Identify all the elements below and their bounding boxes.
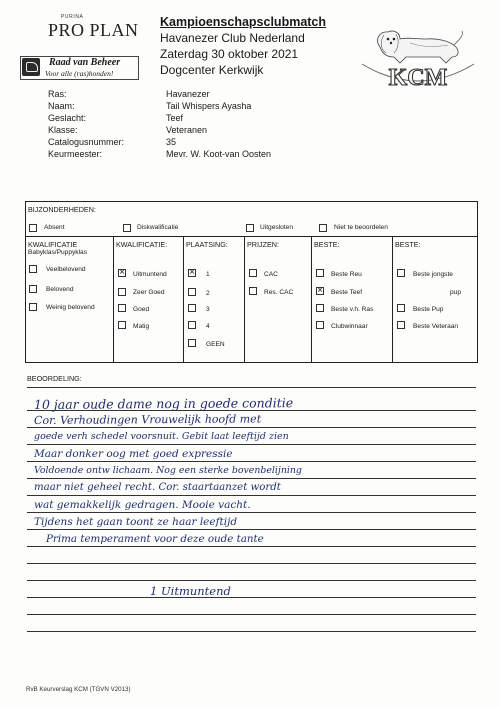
ruled-line [27, 461, 476, 462]
handwritten-line-1: 10 jaar oude dame nog in goede conditie [33, 395, 294, 412]
plaatsing-1-label: 1 [206, 271, 210, 278]
ruled-line [27, 631, 476, 632]
zeer-goed-checkbox[interactable] [118, 288, 126, 296]
purina-wordmark: PURINA [61, 14, 84, 20]
beoordeling-heading: BEOORDELING: [27, 374, 82, 383]
bijzonderheden-heading: BIJZONDERHEDEN: [28, 205, 96, 214]
plaatsing-3-label: 3 [206, 306, 210, 313]
matig-checkbox[interactable] [118, 321, 126, 329]
kwalificatie-heading: KWALIFICATIE: [116, 240, 168, 249]
goed-label: Goed [133, 306, 150, 313]
ruled-line [27, 444, 476, 445]
diskwalificatie-label: Diskwalificatie [137, 224, 179, 231]
diskwalificatie-checkbox[interactable] [123, 224, 131, 232]
field-label-naam: Naam: [48, 101, 75, 111]
belovend-checkbox[interactable] [29, 285, 37, 293]
res-cac-checkbox[interactable] [249, 287, 257, 295]
plaatsing-heading: PLAATSING: [186, 240, 228, 249]
field-value-catalogusnummer: 35 [166, 137, 177, 147]
form-divider [25, 236, 478, 237]
handwritten-line-3: goede verh schedel voorsnuit. Gebit laat leeftijd zien [34, 431, 289, 442]
uitmuntend-checkbox[interactable] [118, 269, 126, 277]
clubwinnaar-label: Clubwinnaar [331, 323, 368, 330]
ruled-line [27, 427, 476, 428]
ruled-line [27, 546, 476, 547]
event-date: Zaterdag 30 oktober 2021 [160, 47, 299, 61]
field-label-klasse: Klasse: [48, 125, 78, 135]
form-column-divider [113, 236, 114, 362]
handwritten-line-2: Cor. Verhoudingen Vrouwelijk hoofd met [33, 412, 262, 427]
plaatsing-4-label: 4 [206, 323, 210, 330]
absent-checkbox[interactable] [29, 224, 37, 232]
form-column-divider [183, 236, 184, 362]
proplan-logo: PRO PLAN [48, 20, 139, 40]
rvb-logo-title: Raad van Beheer [49, 57, 121, 68]
beste-2-heading: BESTE: [395, 240, 421, 249]
plaatsing-2-checkbox[interactable] [188, 288, 196, 296]
beste-reu-label: Beste Reu [331, 271, 362, 278]
weinig-belovend-label: Weinig belovend [46, 304, 95, 311]
uitmuntend-label: Uitmuntend [133, 271, 167, 278]
weinig-belovend-checkbox[interactable] [29, 303, 37, 311]
res-cac-label: Res. CAC [264, 289, 294, 296]
beste-reu-checkbox[interactable] [316, 269, 324, 277]
field-label-ras: Ras: [48, 89, 67, 99]
page-title: Kampioenschapsclubmatch [160, 15, 327, 29]
uitgesloten-checkbox[interactable] [246, 224, 254, 232]
clubwinnaar-checkbox[interactable] [316, 321, 324, 329]
niet-te-beoordelen-checkbox[interactable] [319, 224, 327, 232]
beste-teef-label: Beste Teef [331, 289, 363, 296]
cac-checkbox[interactable] [249, 269, 257, 277]
field-value-ras: Havanezer [166, 89, 210, 99]
field-value-naam: Tail Whispers Ayasha [166, 101, 252, 111]
field-value-geslacht: Teef [166, 113, 184, 123]
ruled-line [27, 495, 476, 496]
veelbelovend-checkbox[interactable] [29, 265, 37, 273]
kwalificatie-baby-subheading: Babyklas/Puppyklas [28, 249, 88, 256]
field-label-geslacht: Geslacht: [48, 113, 87, 123]
veelbelovend-label: Veelbelovend [46, 266, 86, 273]
beste-pup-checkbox[interactable] [397, 304, 405, 312]
form-column-divider [392, 236, 393, 362]
cac-label: CAC [264, 271, 278, 278]
ruled-line [27, 387, 476, 388]
handwritten-line-7: wat gemakkelijk gedragen. Mooie vacht. [34, 499, 251, 511]
form-column-divider [244, 236, 245, 362]
rvb-emblem-icon [22, 58, 40, 76]
kcm-logo [358, 58, 478, 90]
beste-jongste-pup-label: pup [450, 289, 462, 296]
beste-pup-label: Beste Pup [413, 306, 444, 313]
ruled-line [27, 512, 476, 513]
belovend-label: Belovend [46, 286, 74, 293]
ruled-line [27, 478, 476, 479]
field-value-keurmeester: Mevr. W. Koot-van Oosten [166, 149, 272, 159]
form-footer-code: RvB Keurverslag KCM (TGVN V2013) [26, 686, 131, 693]
field-value-klasse: Veteranen [166, 125, 208, 135]
beste-veteraan-label: Beste Veteraan [413, 323, 459, 330]
field-label-keurmeester: Keurmeester: [48, 149, 103, 159]
beste-jongste-pup-checkbox[interactable] [397, 269, 405, 277]
goed-checkbox[interactable] [118, 304, 126, 312]
rvb-logo-subtitle: Voor alle (ras)honden! [45, 69, 114, 78]
handwritten-line-9: Prima temperament voor deze oude tante [46, 533, 264, 545]
niet-te-beoordelen-label: Niet te beoordelen [334, 224, 388, 231]
ruled-line [27, 614, 476, 615]
matig-label: Matig [133, 323, 150, 330]
beste-heading: BESTE: [314, 240, 340, 249]
event-location: Dogcenter Kerkwijk [160, 63, 264, 77]
plaatsing-3-checkbox[interactable] [188, 304, 196, 312]
handwritten-qualification: 1 Uitmuntend [150, 584, 231, 598]
field-label-catalogusnummer: Catalogusnummer: [48, 137, 125, 147]
kcm-logo-text: KCM [388, 65, 448, 90]
handwritten-line-6: maar niet geheel recht. Cor. staartaanzet wordt [34, 482, 281, 493]
handwritten-line-5: Voldoende ontw lichaam. Nog een sterke bovenbelijning [34, 465, 302, 476]
club-name: Havanezer Club Nederland [160, 31, 305, 45]
handwritten-line-8: Tijdens het gaan toont ze haar leeftijd [34, 516, 238, 528]
beste-vh-ras-label: Beste v.h. Ras [331, 306, 374, 313]
beste-jongste-label: Beste jongste [413, 271, 453, 278]
ruled-line [27, 563, 476, 564]
ruled-line [27, 580, 476, 581]
zeer-goed-label: Zeer Goed [133, 289, 165, 296]
ruled-line [27, 597, 476, 598]
plaatsing-4-checkbox[interactable] [188, 321, 196, 329]
plaatsing-geen-checkbox[interactable] [188, 339, 196, 347]
kwalificatie-baby-heading: KWALIFICATIE [28, 240, 78, 249]
handwritten-line-4: Maar donker oog met goed expressie [34, 448, 233, 460]
plaatsing-geen-label: GEEN [206, 341, 225, 348]
beste-veteraan-checkbox[interactable] [397, 321, 405, 329]
ruled-line [27, 529, 476, 530]
beste-teef-checkbox[interactable] [316, 287, 324, 295]
plaatsing-1-checkbox[interactable] [188, 269, 196, 277]
prijzen-heading: PRIJZEN: [247, 240, 279, 249]
uitgesloten-label: Uitgesloten [260, 224, 293, 231]
plaatsing-2-label: 2 [206, 290, 210, 297]
form-column-divider [311, 236, 312, 362]
absent-label: Absent [44, 224, 65, 231]
beste-vh-ras-checkbox[interactable] [316, 304, 324, 312]
